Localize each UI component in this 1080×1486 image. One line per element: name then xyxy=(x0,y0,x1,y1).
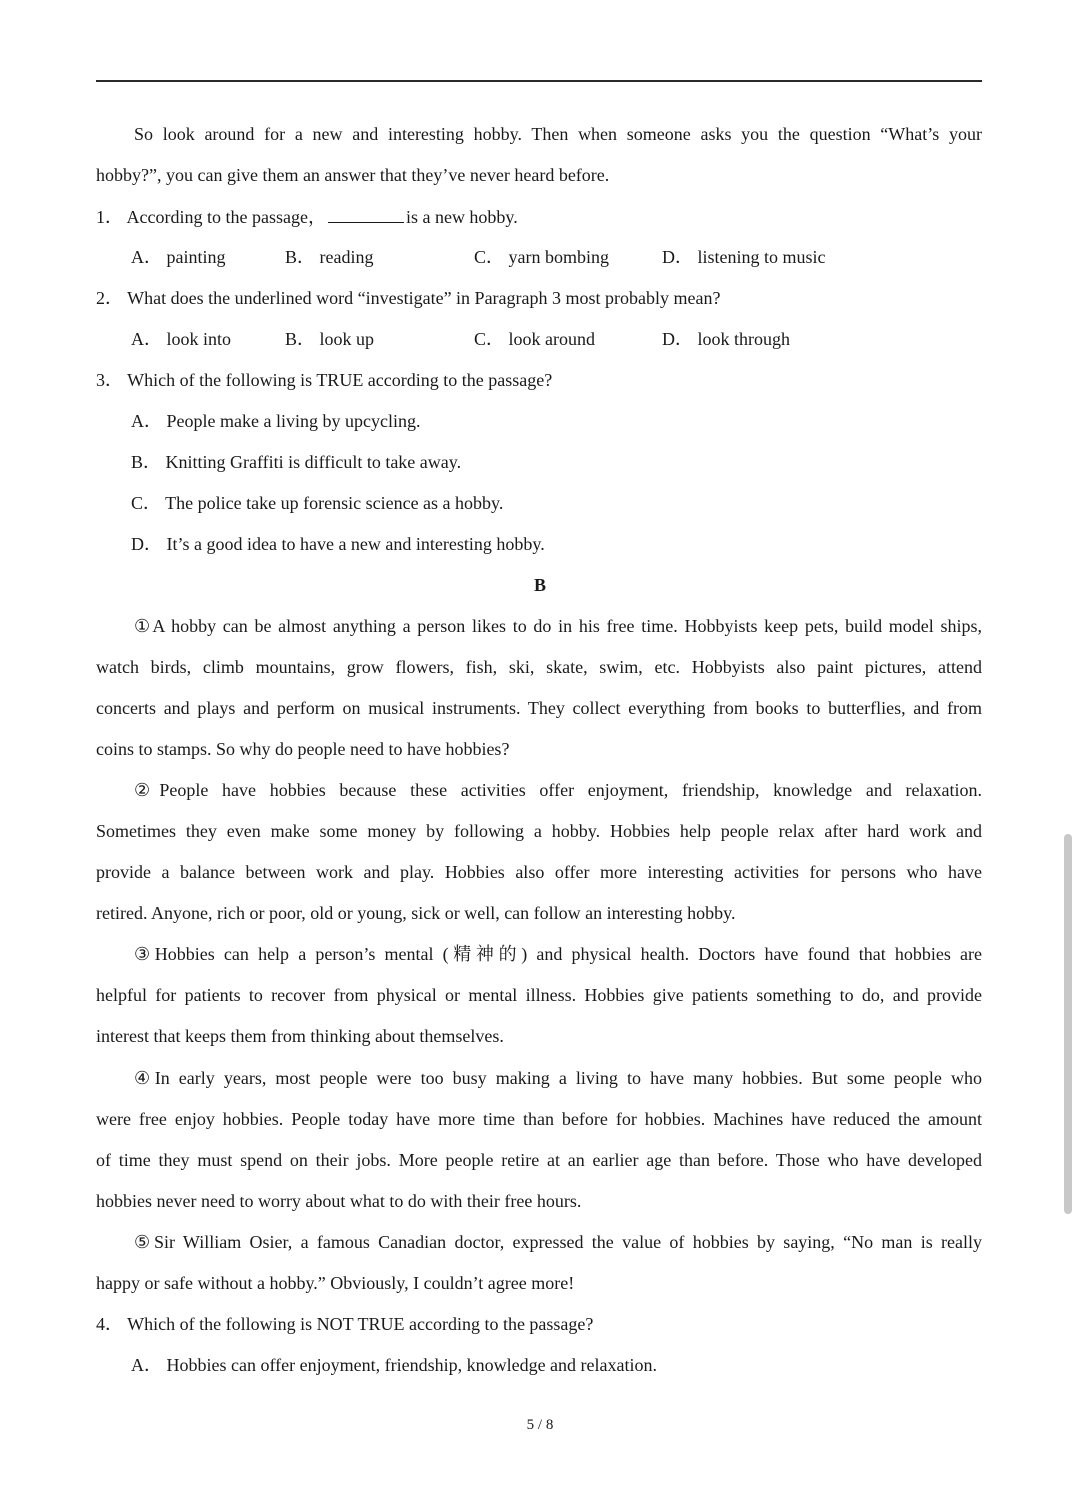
paragraph-1-line: watch birds, climb mountains, grow flowers, fish, ski, skate, swim, etc. Hobbyists also paint pictures, attend xyxy=(96,657,982,677)
question-4: 4． Which of the following is NOT TRUE according to the passage? xyxy=(96,1314,594,1334)
section-b-heading: B xyxy=(533,575,546,595)
passage-a-line: So look around for a new and interesting hobby. Then when someone asks you the question “What’s your xyxy=(134,124,982,144)
answer-blank xyxy=(328,204,404,223)
paragraph-4-line: were free enjoy hobbies. People today have more time than before for hobbies. Machines have reduced the amount xyxy=(96,1109,982,1129)
paragraph-1-line: concerts and plays and perform on musical instruments. They collect everything from books to butterflies, and from xyxy=(96,698,982,718)
paragraph-4-line: ④In early years, most people were too busy making a living to have many hobbies. But some people who xyxy=(134,1068,982,1088)
question-1-prefix: 1． According to the passage， xyxy=(96,207,326,227)
paragraph-5-line: ⑤Sir William Osier, a famous Canadian doctor, expressed the value of hobbies by saying, “No man is really xyxy=(134,1232,982,1252)
paragraph-4-line: of time they must spend on their jobs. More people retire at an earlier age than before. Those who have developed xyxy=(96,1150,982,1170)
option-1b: B． reading xyxy=(285,247,374,267)
question-3: 3． Which of the following is TRUE according to the passage? xyxy=(96,370,553,390)
paragraph-2-line: ②People have hobbies because these activities offer enjoyment, friendship, knowledge and relaxation. xyxy=(134,780,982,800)
paragraph-4-line: hobbies never need to worry about what to do with their free hours. xyxy=(96,1191,582,1211)
passage-a-line: hobby?”, you can give them an answer that they’ve never heard before. xyxy=(96,165,610,185)
paragraph-5-line: happy or safe without a hobby.” Obviously, I couldn’t agree more! xyxy=(96,1273,575,1293)
paragraph-2-line: Sometimes they even make some money by following a hobby. Hobbies help people relax after hard work and xyxy=(96,821,982,841)
option-3c: C． The police take up forensic science as a hobby. xyxy=(131,493,504,513)
option-1c: C． yarn bombing xyxy=(474,247,609,267)
option-4a: A． Hobbies can offer enjoyment, friendship, knowledge and relaxation. xyxy=(131,1355,658,1375)
paragraph-3-line: interest that keeps them from thinking about themselves. xyxy=(96,1026,504,1046)
option-1a: A． painting xyxy=(131,247,226,267)
question-1 xyxy=(96,204,982,229)
option-3d: D． It’s a good idea to have a new and interesting hobby. xyxy=(131,534,545,554)
option-2b: B． look up xyxy=(285,329,375,349)
paragraph-1-line: coins to stamps. So why do people need to have hobbies? xyxy=(96,739,510,759)
option-2c: C． look around xyxy=(474,329,595,349)
paragraph-2-line: provide a balance between work and play. Hobbies also offer more interesting activities for persons who have xyxy=(96,862,982,882)
question-1-suffix: is a new hobby. xyxy=(405,207,518,227)
paragraph-3-line: ③Hobbies can help a person’s mental (精神的) and physical health. Doctors have found that hobbies are xyxy=(134,944,982,964)
paragraph-1-line: ①A hobby can be almost anything a person likes to do in his free time. Hobbyists keep pets, build model ships, xyxy=(134,616,982,636)
scrollbar-thumb[interactable] xyxy=(1064,834,1072,1214)
option-1d: D． listening to music xyxy=(662,247,826,267)
option-3b: B． Knitting Graffiti is difficult to take away. xyxy=(131,452,462,472)
page-number: 5 / 8 xyxy=(526,1417,554,1433)
option-3a: A． People make a living by upcycling. xyxy=(131,411,421,431)
header-rule xyxy=(96,80,982,82)
question-2: 2． What does the underlined word “investigate” in Paragraph 3 most probably mean? xyxy=(96,288,721,308)
paragraph-2-line: retired. Anyone, rich or poor, old or young, sick or well, can follow an interesting hobby. xyxy=(96,903,736,923)
paragraph-3-line: helpful for patients to recover from physical or mental illness. Hobbies give patients something to do, and provide xyxy=(96,985,982,1005)
option-2d: D． look through xyxy=(662,329,790,349)
option-2a: A． look into xyxy=(131,329,232,349)
